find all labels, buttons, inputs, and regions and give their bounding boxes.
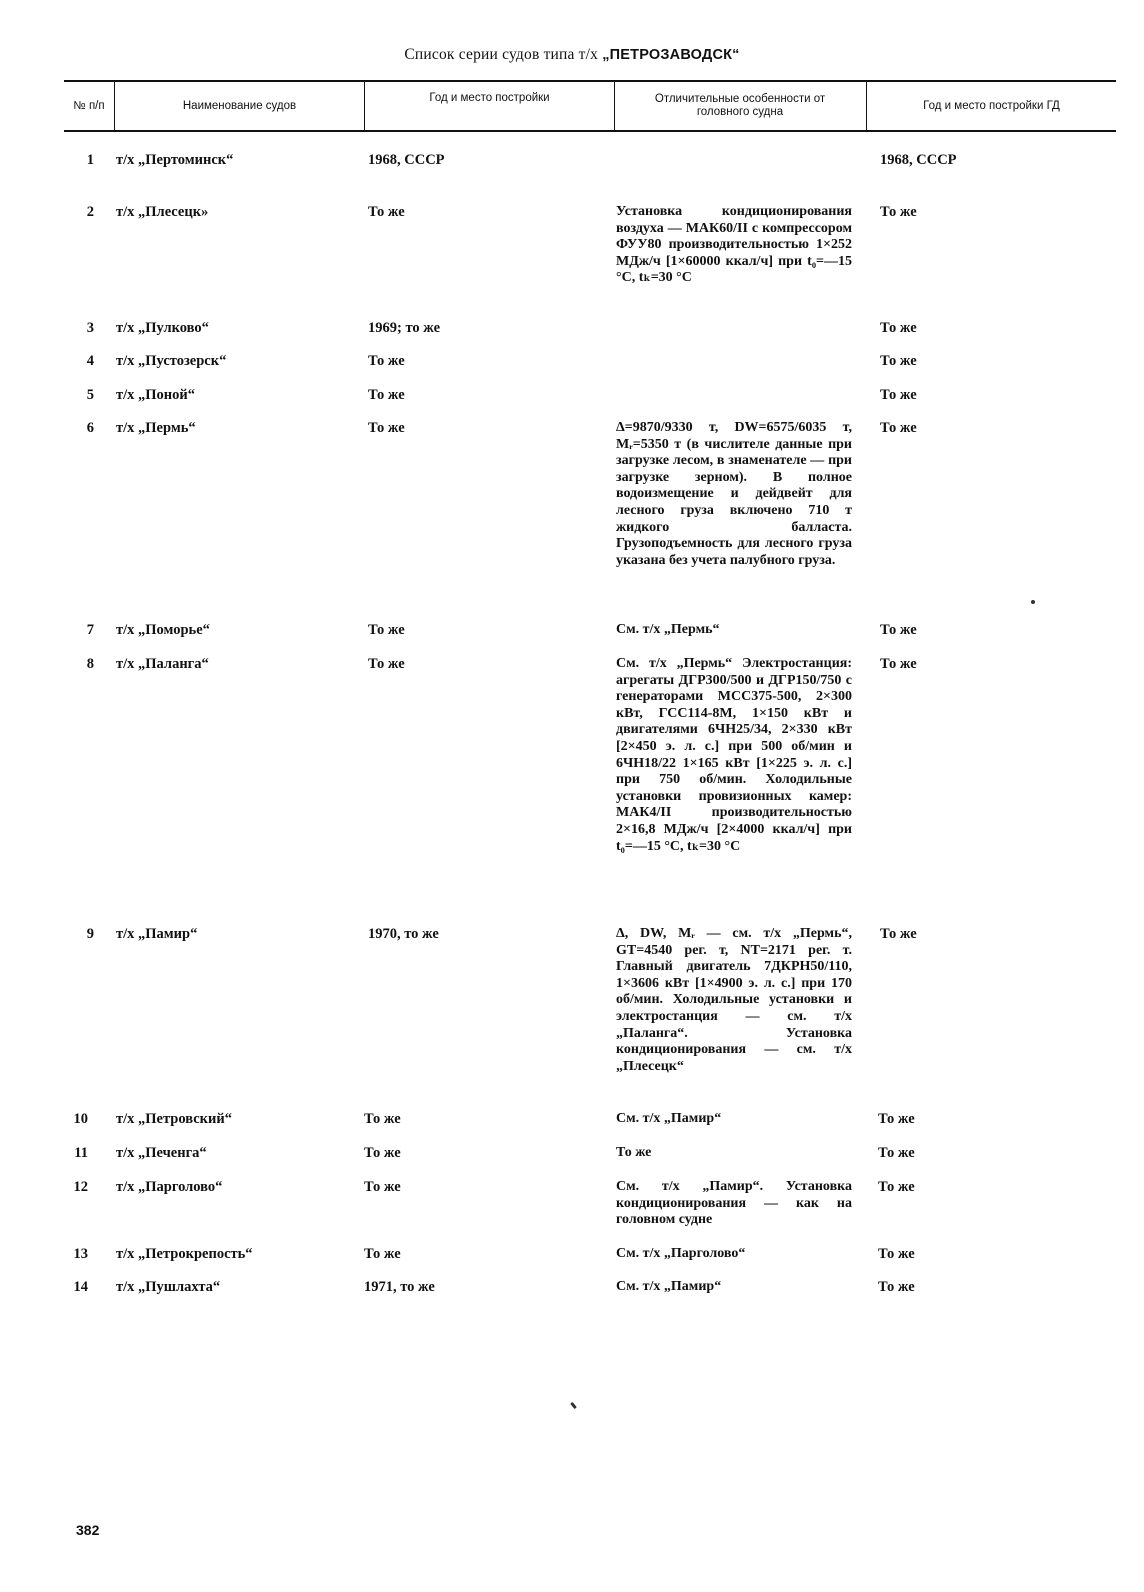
row-number: 6 bbox=[86, 420, 94, 436]
build-year-place: То же bbox=[364, 1179, 401, 1195]
ship-name: т/х „Поморье“ bbox=[116, 622, 210, 638]
differences-from-lead-ship: См. т/х „Пермь“ Электростанция: агрегаты ДГР300/500 и ДГР150/750 с генераторами МСС375-500, 2×300 кВт, ГСС114-8М, 1×150 кВт и двигателями 6ЧН25/34, 2×330 кВт [2×450 э. л. с.] при 500 об/мин и 6ЧН18/22 1×165 кВт [1×225 э. л. с.] при 750 об/мин. Холодильные установки провизионных камер: МАК4/II производительностью 2×16,8 МДж/ч [2×4000 ккал/ч] при t₀=—15 °С, tₖ=30 °С bbox=[616, 656, 852, 854]
build-year-place: То же bbox=[368, 622, 405, 638]
row-number: 9 bbox=[86, 926, 94, 942]
scan-speck bbox=[570, 1402, 577, 1409]
title-prefix: Список серии судов типа т/х bbox=[404, 46, 603, 63]
ship-name: т/х „Памир“ bbox=[116, 926, 198, 942]
row-number: 2 bbox=[86, 204, 94, 220]
page-number: 382 bbox=[76, 1522, 100, 1538]
differences-from-lead-ship: См. т/х „Пермь“ bbox=[616, 622, 720, 637]
ship-name: т/х „Пермь“ bbox=[116, 420, 196, 436]
row-number: 12 bbox=[73, 1179, 88, 1195]
engine-build-year-place: То же bbox=[878, 1145, 915, 1161]
engine-build-year-place: То же bbox=[880, 926, 917, 942]
build-year-place: 1969; то же bbox=[368, 320, 441, 336]
ship-name: т/х „Парголово“ bbox=[116, 1179, 223, 1195]
differences-from-lead-ship: См. т/х „Памир“. Установка кондиционирования — как на головном судне bbox=[616, 1179, 852, 1228]
ship-name: т/х „Петровский“ bbox=[116, 1111, 232, 1127]
row-number: 5 bbox=[86, 387, 94, 403]
engine-build-year-place: То же bbox=[880, 320, 917, 336]
header-num: № п/п bbox=[73, 99, 105, 112]
differences-from-lead-ship: Δ=9870/9330 т, DW=6575/6035 т, Mᵣ=5350 т (в числителе данные при загрузке лесом, в знаменателе — при загрузке зерном). В полное водоизмещение и дейдвейт для лесного груза включено 710 т жидкого балласта. Грузоподъемность для лесного груза указана без учета палубного груза. bbox=[616, 420, 852, 568]
engine-build-year-place: То же bbox=[878, 1246, 915, 1262]
ship-name: т/х „Поной“ bbox=[116, 387, 196, 403]
ship-name: т/х „Пушлахта“ bbox=[116, 1279, 221, 1295]
header-year: Год и место постройки bbox=[429, 92, 550, 104]
engine-build-year-place: То же bbox=[880, 353, 917, 369]
ship-name: т/х „Печенга“ bbox=[116, 1145, 207, 1161]
engine-build-year-place: То же bbox=[878, 1111, 915, 1127]
engine-build-year-place: То же bbox=[878, 1279, 915, 1295]
engine-build-year-place: То же bbox=[878, 1179, 915, 1195]
row-number: 8 bbox=[86, 656, 94, 672]
build-year-place: То же bbox=[364, 1145, 401, 1161]
differences-from-lead-ship: См. т/х „Парголово“ bbox=[616, 1246, 746, 1261]
build-year-place: То же bbox=[368, 353, 405, 369]
differences-from-lead-ship: То же bbox=[616, 1145, 652, 1160]
ship-name: т/х „Плесецк» bbox=[116, 204, 209, 220]
differences-from-lead-ship: Δ, DW, Mᵣ — см. т/х „Пермь“, GT=4540 рег. т, NT=2171 рег. т. Главный двигатель 7ДКРН50/110, 1×3606 кВт [1×4900 э. л. с.] при 170 об/мин. Холодильные установки и электростанция — см. т/х „Паланга“. Установка кондиционирования — см. т/х „Плесецк“ bbox=[616, 926, 852, 1074]
header-name: Наименование судов bbox=[182, 99, 297, 112]
row-number: 13 bbox=[73, 1246, 88, 1262]
header-engine-year: Год и место постройки ГД bbox=[923, 99, 1060, 112]
ship-name: т/х „Пулково“ bbox=[116, 320, 209, 336]
row-number: 10 bbox=[73, 1111, 88, 1127]
engine-build-year-place: То же bbox=[880, 622, 917, 638]
build-year-place: 1971, то же bbox=[364, 1279, 435, 1295]
engine-build-year-place: То же bbox=[880, 656, 917, 672]
scan-speck bbox=[1031, 600, 1035, 604]
row-number: 7 bbox=[86, 622, 94, 638]
differences-from-lead-ship: См. т/х „Памир“ bbox=[616, 1279, 722, 1294]
ship-name: т/х „Петрокрепость“ bbox=[116, 1246, 253, 1262]
build-year-place: То же bbox=[368, 656, 405, 672]
row-number: 4 bbox=[86, 353, 94, 369]
build-year-place: 1968, СССР bbox=[368, 152, 445, 168]
differences-from-lead-ship: См. т/х „Памир“ bbox=[616, 1111, 722, 1126]
column-divider bbox=[614, 82, 615, 130]
engine-build-year-place: 1968, СССР bbox=[880, 152, 957, 168]
build-year-place: То же bbox=[364, 1246, 401, 1262]
build-year-place: 1970, то же bbox=[368, 926, 439, 942]
ship-name: т/х „Пертоминск“ bbox=[116, 152, 234, 168]
build-year-place: То же bbox=[368, 204, 405, 220]
engine-build-year-place: То же bbox=[880, 387, 917, 403]
row-number: 11 bbox=[74, 1145, 88, 1161]
ship-name: т/х „Пустозерск“ bbox=[116, 353, 227, 369]
engine-build-year-place: То же bbox=[880, 420, 917, 436]
build-year-place: То же bbox=[368, 387, 405, 403]
header-differences: Отличительные особенности от головного судна bbox=[654, 93, 826, 118]
build-year-place: То же bbox=[364, 1111, 401, 1127]
differences-from-lead-ship: Установка кондиционирования воздуха — МАК60/II с компрессором ФУУ80 производительностью 1×252 МДж/ч [1×60000 ккал/ч] при t₀=—15 °С, tₖ=30 °С bbox=[616, 204, 852, 286]
table-header-rule bbox=[64, 130, 1116, 132]
page-title bbox=[0, 46, 1144, 64]
row-number: 3 bbox=[86, 320, 94, 336]
engine-build-year-place: То же bbox=[880, 204, 917, 220]
title-ship-name: „ПЕТРОЗАВОДСК“ bbox=[602, 47, 740, 63]
row-number: 14 bbox=[73, 1279, 88, 1295]
build-year-place: То же bbox=[368, 420, 405, 436]
ship-name: т/х „Паланга“ bbox=[116, 656, 209, 672]
row-number: 1 bbox=[86, 152, 94, 168]
